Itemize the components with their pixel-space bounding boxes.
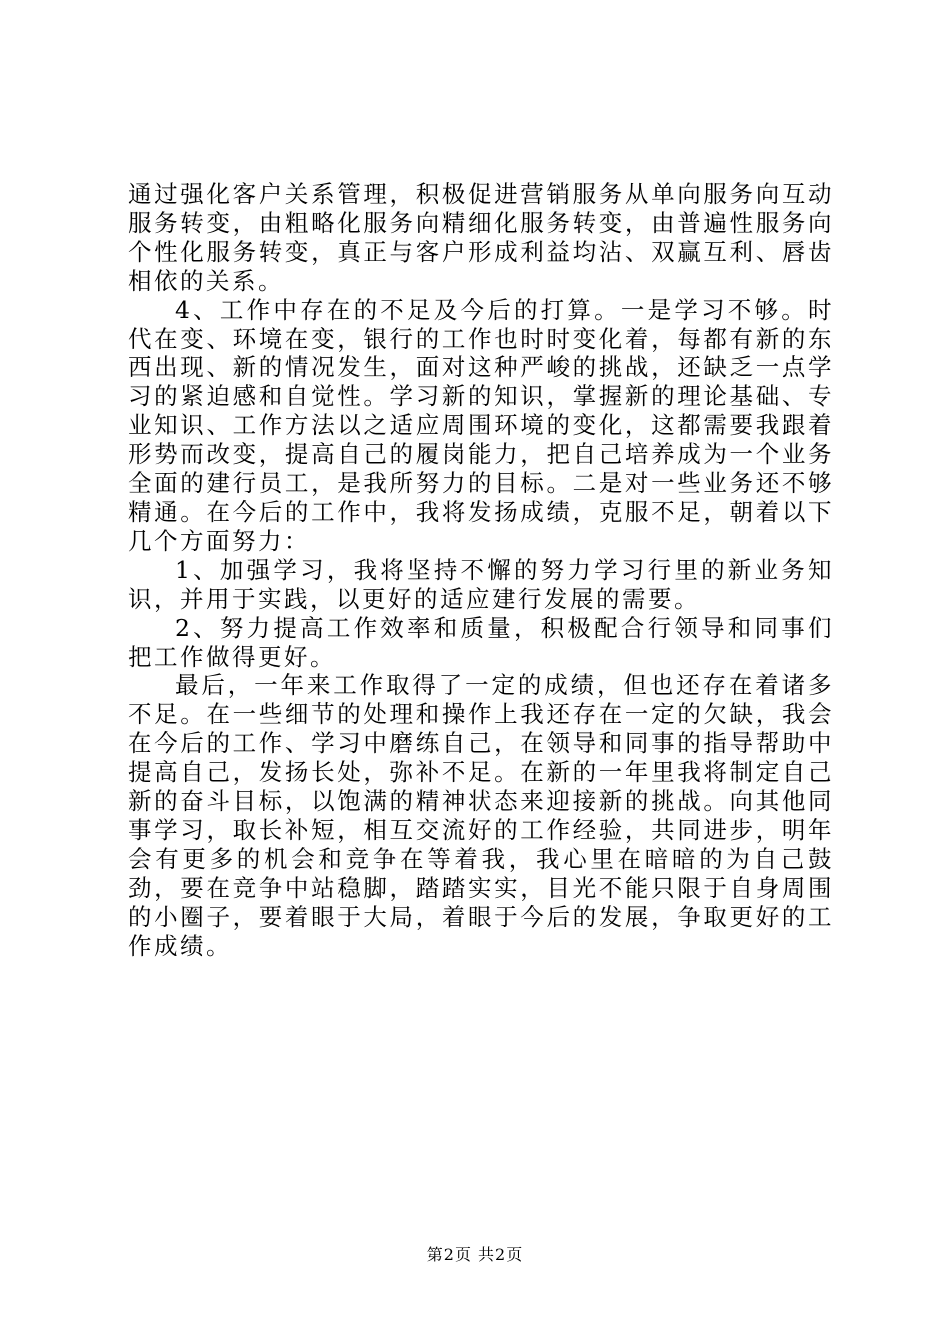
paragraph-conclusion: 最后，一年来工作取得了一定的成绩，但也还存在着诸多不足。在一些细节的处理和操作上我还存在一定的欠缺，我会在今后的工作、学习中磨练自己，在领导和同事的指导帮助中提高自己，发扬长处，弥补不足。在新的一年里我将制定自己新的奋斗目标，以饱满的精神状态来迎接新的挑战。向其他同事学习，取长补短，相互交流好的工作经验，共同进步，明年会有更多的机会和竞争在等着我，我心里在暗暗的为自己鼓劲，要在竞争中站稳脚，踏踏实实，目光不能只限于自身周围的小圈子，要着眼于大局，着眼于今后的发展，争取更好的工作成绩。 (128, 671, 834, 960)
paragraph-shortcomings: 4、工作中存在的不足及今后的打算。一是学习不够。时代在变、环境在变，银行的工作也时时变化着，每都有新的东西出现、新的情况发生，面对这种严峻的挑战，还缺乏一点学习的紧迫感和自觉性。学习新的知识，掌握新的理论基础、专业知识、工作方法以之适应周围环境的变化，这都需要我跟着形势而改变，提高自己的履岗能力，把自己培养成为一个业务全面的建行员工，是我所努力的目标。二是对一些业务还不够精通。在今后的工作中，我将发扬成绩，克服不足，朝着以下几个方面努力： (128, 295, 834, 555)
document-body (128, 180, 834, 960)
page-number-footer: 第2页 共2页 (426, 1245, 524, 1264)
paragraph-item-1: 1、加强学习，我将坚持不懈的努力学习行里的新业务知识，并用于实践，以更好的适应建行发展的需要。 (128, 555, 834, 613)
paragraph-continuation: 通过强化客户关系管理，积极促进营销服务从单向服务向互动服务转变，由粗略化服务向精细化服务转变，由普遍性服务向个性化服务转变，真正与客户形成利益均沾、双赢互利、唇齿相依的关系。 (128, 180, 834, 295)
paragraph-item-2: 2、努力提高工作效率和质量，积极配合行领导和同事们把工作做得更好。 (128, 613, 834, 671)
